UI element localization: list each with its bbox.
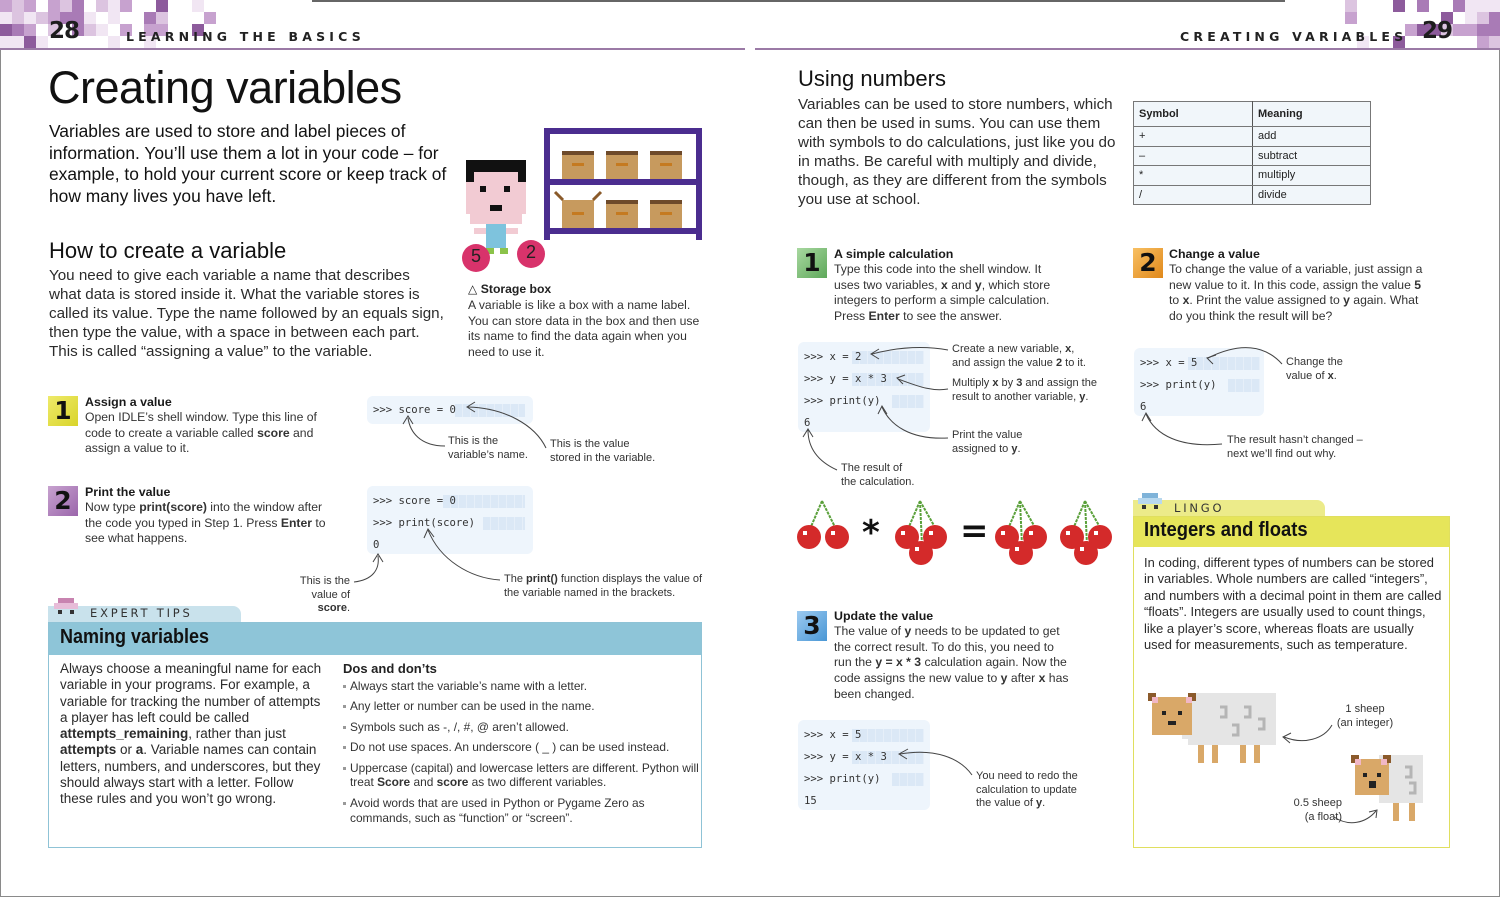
page-number-left: 28 — [49, 18, 80, 44]
code-line: >>> score = 0 — [373, 400, 527, 420]
code-output: 6 — [1140, 401, 1147, 413]
dos-and-donts-title: Dos and don’ts — [343, 661, 437, 676]
pixel-alien-icon — [1136, 493, 1166, 513]
storage-box-caption-title: △ Storage box — [468, 282, 552, 296]
equals-operator: = — [960, 511, 989, 551]
list-item: Do not use spaces. An underscore ( _ ) can be used instead. — [343, 740, 703, 755]
expert-tips-body: Always choose a meaningful name for each variable in your programs. For example, a variable for tracking the number of attempts a player has left could be called attempts_remaining, rather than just attempts or a. Variable names can contain letters, numbers, and underscores, but they should always start with a letter. Follow these rules and you won’t go wrong. — [60, 661, 322, 807]
step-1-title: Assign a value — [85, 395, 172, 409]
step-1-badge: 1 — [48, 396, 78, 426]
code-box-assign — [367, 396, 533, 424]
step-2-title: Print the value — [85, 485, 171, 499]
list-item: Always start the variable’s name with a letter. — [343, 679, 703, 694]
code-line: >>> x = 5 — [1140, 352, 1258, 374]
list-item: Avoid words that are used in Python or Pygame Zero as commands, such as “function” or “screen”. — [343, 796, 703, 826]
expert-tips-box — [48, 622, 702, 848]
code-line: >>> x = 2 — [804, 346, 924, 368]
header-rule-right — [755, 48, 1500, 50]
annotation-change-x: Change the value of x. — [1286, 356, 1343, 382]
symbol-table — [1133, 101, 1371, 205]
list-item: Symbols such as -, /, #, @ aren’t allowed. — [343, 720, 703, 735]
table-header-row: Symbol Meaning — [1134, 102, 1371, 127]
calc-step-1-title: A simple calculation — [834, 247, 954, 261]
multiply-operator: * — [862, 513, 880, 553]
pixel-alien-icon — [52, 598, 82, 618]
annotation-print-function: The print() function displays the value of the variable named in the brackets. — [504, 573, 703, 599]
how-to-body: You need to give each variable a name that describes what data is stored inside it. What the variable stores is called its value. Type the name followed by an equals sign, then type the value, with a space in between each part. This is called “assigning a value” to the variable. — [49, 267, 444, 360]
calc-step-3-badge: 3 — [797, 611, 827, 641]
code-line: >>> y = x * 3 — [804, 368, 924, 390]
dos-and-donts-list — [343, 679, 703, 831]
cherry-equation — [796, 495, 1121, 575]
lingo-label: LINGO — [1174, 501, 1225, 515]
expert-tips-header — [49, 623, 701, 655]
sheep-whole-illustration — [1148, 689, 1278, 769]
sheep-arrows — [1134, 517, 1135, 518]
step-2-badge: 2 — [48, 486, 78, 516]
page-title: Creating variables — [48, 62, 402, 113]
sheep-half-illustration — [1349, 753, 1429, 829]
badge-two: 2 — [525, 242, 536, 262]
annotation-value-of-score: This is the value of score. — [299, 575, 350, 614]
lingo-title: Integers and floats — [1144, 519, 1308, 541]
badge-five: 5 — [470, 246, 481, 266]
lingo-box — [1133, 516, 1450, 848]
annotation-create-x: Create a new variable, x, and assign the value 2 to it. — [952, 343, 1086, 369]
table-row: * multiply — [1134, 166, 1371, 186]
calc-step-3-title: Update the value — [834, 609, 934, 623]
code-output: 6 — [804, 417, 811, 429]
calc-step-2-text: To change the value of a variable, just assign a new value to it. In this code, assign the value 5 to x. Print the value assigned to y again. What do you think the result will be? — [1169, 262, 1423, 324]
code-box-print-score — [367, 486, 533, 554]
table-row: + add — [1134, 127, 1371, 147]
code-box-simple-calc — [798, 342, 930, 432]
header-rule-left — [0, 48, 745, 50]
running-head-left: LEARNING THE BASICS — [126, 29, 365, 44]
code-line: >>> score = 0 — [373, 490, 527, 512]
storage-box-illustration — [460, 128, 705, 278]
calc-step-2-badge: 2 — [1133, 248, 1163, 278]
table-row: / divide — [1134, 185, 1371, 205]
storage-box-caption: A variable is like a box with a name label. You can store data in the box and then use its name to find the data again when you need to use it. — [468, 298, 700, 360]
code-line: >>> print(y) — [804, 768, 924, 790]
list-item: Any letter or number can be used in the name. — [343, 699, 703, 714]
code-output: 0 — [373, 539, 380, 551]
annotation-stored-value: This is the value stored in the variable. — [550, 438, 656, 464]
sheep-integer-label: 1 sheep (an integer) — [1336, 703, 1394, 729]
character-and-shelf-illustration — [460, 128, 705, 278]
lingo-header — [1134, 517, 1449, 547]
expert-tips-title: Naming variables — [60, 626, 210, 648]
intro-paragraph: Variables are used to store and label pieces of information. You’ll use them a lot in your code – for example, to hold your current score or keep track of how many lives you have left. — [49, 121, 447, 207]
annotation-result: The result of the calculation. — [841, 462, 915, 488]
annotation-print-y: Print the value assigned to y. — [952, 429, 1023, 455]
running-head-right: CREATING VARIABLES — [1180, 29, 1408, 44]
code-line: >>> y = x * 3 — [804, 746, 924, 768]
sheep-float-label: 0.5 sheep (a float) — [1293, 797, 1342, 823]
step-1-text: Open IDLE’s shell window. Type this line of code to create a variable called score and assign a value to it. — [85, 410, 317, 456]
calc-step-1-badge: 1 — [797, 248, 827, 278]
calc-step-3-text: The value of y needs to be updated to get the correct result. To do this, you need to run the y = x * 3 calculation again. Now the code assigns the new value to y after x has been changed. — [834, 624, 1069, 701]
section-heading-using-numbers: Using numbers — [798, 66, 946, 91]
annotation-unchanged: The result hasn’t changed – next we’ll find out why. — [1227, 434, 1363, 460]
calc-step-2-title: Change a value — [1169, 247, 1260, 261]
annotation-redo-calc: You need to redo the calculation to update the value of y. — [976, 770, 1078, 809]
expert-tips-label: EXPERT TIPS — [90, 606, 193, 620]
code-line: >>> print(y) — [1140, 374, 1258, 396]
code-line: >>> x = 5 — [804, 724, 924, 746]
calc-step-1-text: Type this code into the shell window. It uses two variables, x and y, which store integers to perform a simple calculation. Press Enter to see the answer. — [834, 262, 1051, 324]
code-line: >>> print(y) — [804, 390, 924, 412]
code-box-change-value — [1134, 348, 1264, 416]
step-2-text: Now type print(score) into the window after the code you typed in Step 1. Press Enter to see what happens. — [85, 500, 326, 546]
code-output: 15 — [804, 795, 817, 807]
annotation-multiply-x: Multiply x by 3 and assign the result to another variable, y. — [952, 377, 1097, 403]
annotation-arrows-calc3 — [0, 0, 1, 1]
triangle-icon: △ — [468, 282, 478, 296]
section-heading-how-to: How to create a variable — [49, 238, 287, 263]
cherry-illustration — [796, 495, 1121, 575]
code-box-update-value — [798, 720, 930, 810]
using-numbers-body: Variables can be used to store numbers, which can then be used in sums. You can use them with symbols to do calculations, just like you do in maths. Be careful with multiply and divide, though, as they are different from the symbols you use at school. — [798, 96, 1116, 208]
annotation-variable-name: This is the variable’s name. — [448, 435, 528, 461]
page-number-right: 29 — [1422, 18, 1453, 44]
list-item: Uppercase (capital) and lowercase letters are different. Python will treat Score and score as two different variables. — [343, 761, 703, 791]
code-line: >>> print(score) — [373, 512, 527, 534]
table-row: – subtract — [1134, 146, 1371, 166]
lingo-body: In coding, different types of numbers can be stored in variables. Whole numbers are called “integers”, and numbers with a decimal point in them are called “floats”. Integers are usually used to count things, like a player’s score, whereas floats are usually used for measurements, such as temperature. — [1144, 555, 1442, 653]
